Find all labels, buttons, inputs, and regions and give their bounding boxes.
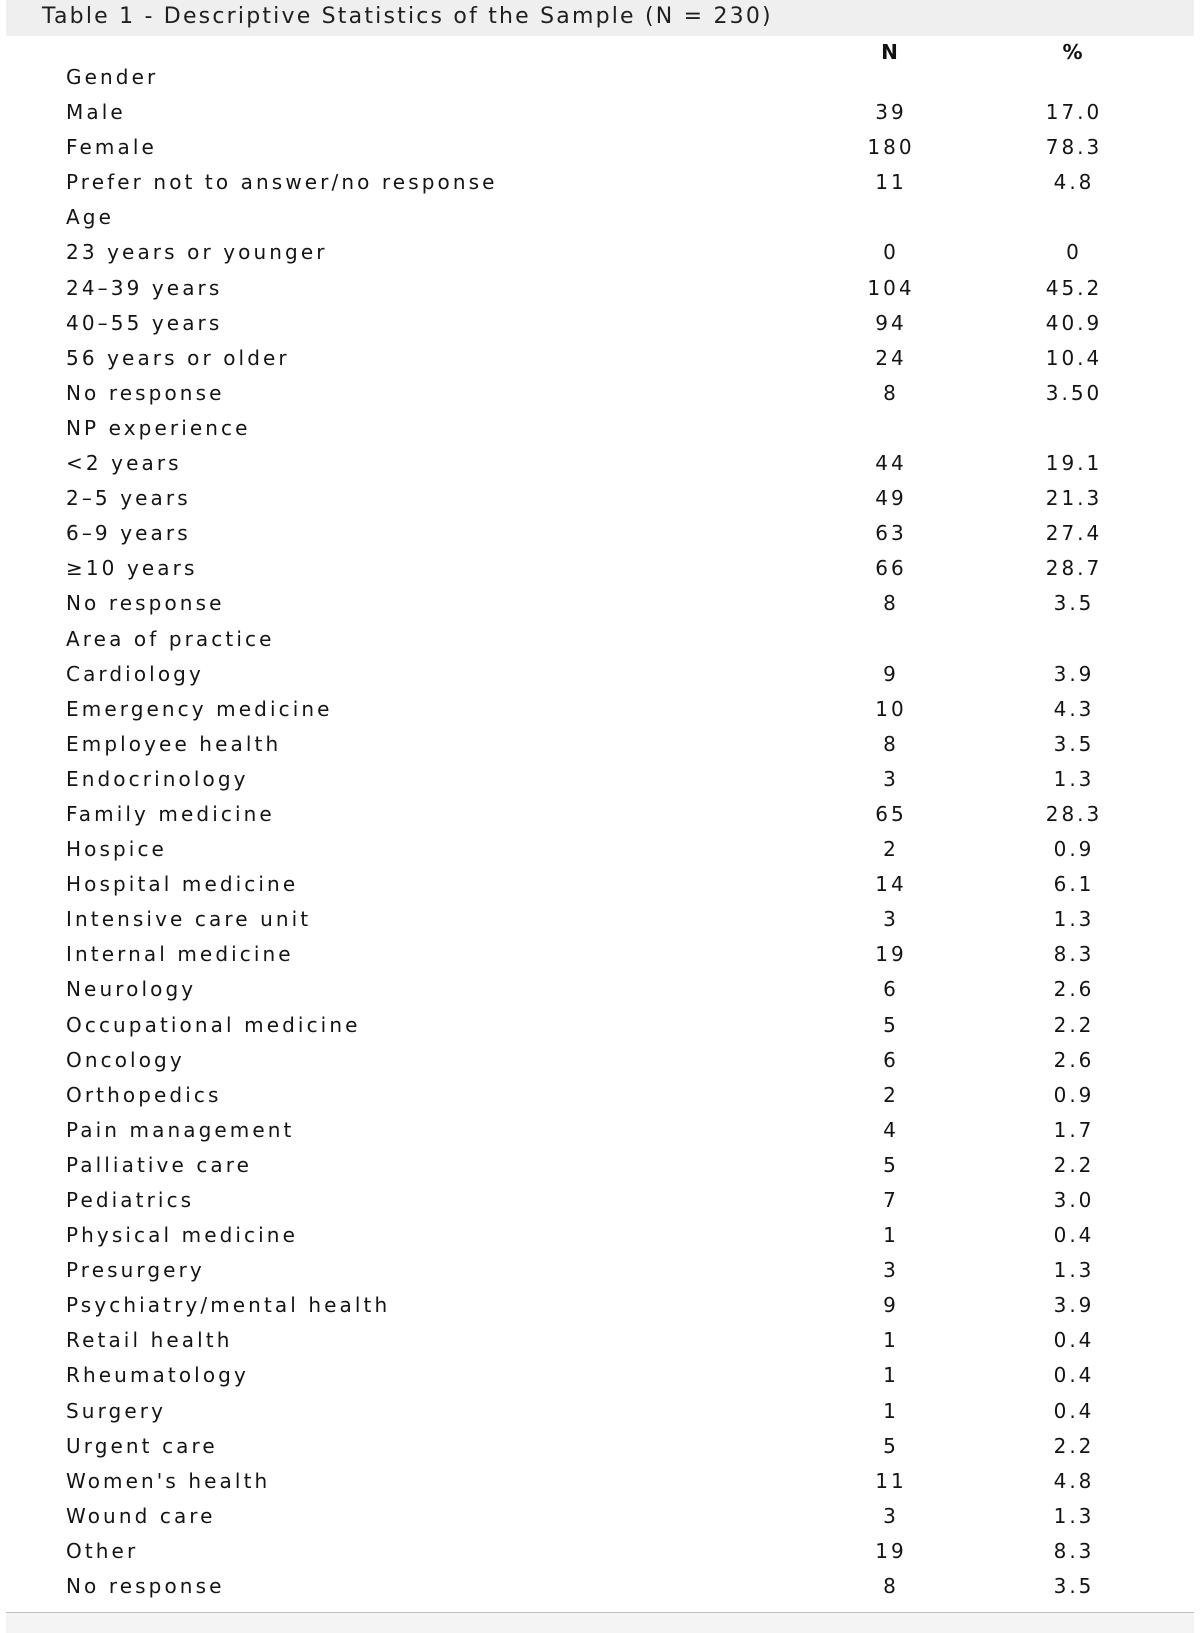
row-n-value: 9: [883, 661, 899, 686]
table-row: [0, 201, 1200, 236]
row-label: No response: [66, 591, 225, 616]
table-row: [0, 1324, 1200, 1359]
table-body: [0, 61, 1200, 1605]
row-label: NP experience: [66, 415, 251, 440]
row-label: Urgent care: [66, 1433, 218, 1458]
row-label: 40–55 years: [66, 310, 223, 335]
row-percent-value: 3.50: [1045, 380, 1103, 405]
table-row: [0, 377, 1200, 412]
row-percent-value: 8.3: [1053, 1538, 1095, 1563]
row-n-value: 11: [875, 1468, 907, 1493]
row-percent-value: 2.6: [1053, 977, 1095, 1002]
caption-bar: [6, 0, 1194, 36]
row-label: Neurology: [66, 977, 197, 1002]
row-n-value: 5: [883, 1012, 899, 1037]
table-row: [0, 552, 1200, 587]
table-row: [0, 517, 1200, 552]
row-percent-value: 0.4: [1053, 1398, 1095, 1423]
row-label: No response: [66, 1574, 225, 1599]
row-label: Other: [66, 1538, 139, 1563]
row-n-value: 6: [883, 977, 899, 1002]
row-percent-value: 3.5: [1053, 731, 1095, 756]
row-n-value: 24: [875, 345, 907, 370]
table-row: [0, 412, 1200, 447]
row-label: Intensive care unit: [66, 907, 312, 932]
column-header-n: N: [881, 40, 899, 64]
row-n-value: 9: [883, 1293, 899, 1318]
table-row: [0, 447, 1200, 482]
row-n-value: 8: [883, 380, 899, 405]
row-label: Male: [66, 100, 126, 125]
row-percent-value: 0: [1066, 240, 1082, 265]
row-label: Hospital medicine: [66, 872, 299, 897]
table-row: [0, 1465, 1200, 1500]
row-n-value: 11: [875, 170, 907, 195]
row-n-value: 0: [883, 240, 899, 265]
table-row: [0, 1009, 1200, 1044]
table-row: [0, 1184, 1200, 1219]
row-label: Emergency medicine: [66, 696, 333, 721]
row-percent-value: 28.7: [1045, 556, 1103, 581]
row-n-value: 3: [883, 1258, 899, 1283]
table-row: [0, 1359, 1200, 1394]
row-label: Presurgery: [66, 1258, 205, 1283]
table-row: [0, 1535, 1200, 1570]
table-row: [0, 61, 1200, 96]
table-row: [0, 833, 1200, 868]
row-percent-value: 8.3: [1053, 942, 1095, 967]
row-percent-value: 3.0: [1053, 1188, 1095, 1212]
table-row: [0, 658, 1200, 693]
row-n-value: 19: [875, 1538, 907, 1563]
row-n-value: 1: [883, 1328, 899, 1353]
row-n-value: 3: [883, 907, 899, 932]
row-n-value: 10: [875, 696, 907, 721]
row-label: No response: [66, 380, 225, 405]
table-row: [0, 693, 1200, 728]
table-row: [0, 623, 1200, 658]
row-percent-value: 1.3: [1053, 766, 1095, 791]
row-label: Age: [66, 205, 114, 230]
table-row: [0, 903, 1200, 938]
row-percent-value: 45.2: [1045, 275, 1103, 300]
row-label: Prefer not to answer/no response: [66, 170, 498, 195]
row-percent-value: 2.2: [1053, 1433, 1095, 1458]
table-row: [0, 938, 1200, 973]
row-label: Occupational medicine: [66, 1012, 361, 1037]
row-label: Oncology: [66, 1047, 185, 1072]
row-label: Female: [66, 135, 157, 160]
row-n-value: 8: [883, 1574, 899, 1599]
row-label: Internal medicine: [66, 942, 294, 967]
row-n-value: 3: [883, 1503, 899, 1528]
row-label: Gender: [66, 65, 159, 89]
table-row: [0, 763, 1200, 798]
row-percent-value: 0.4: [1053, 1223, 1095, 1248]
row-percent-value: 0.9: [1053, 1082, 1095, 1107]
row-label: Retail health: [66, 1328, 233, 1353]
row-n-value: 180: [867, 135, 915, 160]
row-label: Pediatrics: [66, 1188, 195, 1212]
table-row: [0, 1570, 1200, 1605]
row-percent-value: 78.3: [1045, 135, 1103, 160]
row-percent-value: 0.4: [1053, 1328, 1095, 1353]
row-label: Orthopedics: [66, 1082, 222, 1107]
row-label: Endocrinology: [66, 766, 249, 791]
table-row: [0, 96, 1200, 131]
table-bottom-divider: [6, 1612, 1194, 1633]
row-label: Cardiology: [66, 661, 204, 686]
table-row: [0, 1254, 1200, 1289]
row-label: Rheumatology: [66, 1363, 249, 1388]
row-n-value: 4: [883, 1117, 899, 1142]
table-row: [0, 728, 1200, 763]
table-row: [0, 166, 1200, 201]
row-label: Surgery: [66, 1398, 167, 1423]
row-n-value: 5: [883, 1433, 899, 1458]
row-percent-value: 27.4: [1045, 521, 1103, 546]
row-label: <2 years: [66, 451, 182, 476]
table-row: [0, 587, 1200, 622]
row-percent-value: 40.9: [1045, 310, 1103, 335]
row-label: Physical medicine: [66, 1223, 298, 1248]
table-row: [0, 1430, 1200, 1465]
row-label: 2–5 years: [66, 486, 191, 511]
row-percent-value: 1.3: [1053, 1503, 1095, 1528]
row-n-value: 44: [875, 451, 907, 476]
row-n-value: 2: [883, 1082, 899, 1107]
row-label: 56 years or older: [66, 345, 290, 370]
row-percent-value: 3.5: [1053, 1574, 1095, 1599]
row-percent-value: 2.2: [1053, 1012, 1095, 1037]
table-row: [0, 131, 1200, 166]
table-row: [0, 307, 1200, 342]
table-row: [0, 1219, 1200, 1254]
row-percent-value: 28.3: [1045, 801, 1103, 826]
row-n-value: 1: [883, 1363, 899, 1388]
row-n-value: 104: [867, 275, 915, 300]
row-percent-value: 2.6: [1053, 1047, 1095, 1072]
column-header-percent: %: [1062, 40, 1084, 64]
row-n-value: 14: [875, 872, 907, 897]
row-percent-value: 0.4: [1053, 1363, 1095, 1388]
table-row: [0, 973, 1200, 1008]
row-percent-value: 1.7: [1053, 1117, 1095, 1142]
table-row: [0, 1044, 1200, 1079]
row-n-value: 94: [875, 310, 907, 335]
row-label: Area of practice: [66, 626, 275, 651]
table-row: [0, 1289, 1200, 1324]
table-row: [0, 1500, 1200, 1535]
row-percent-value: 10.4: [1045, 345, 1103, 370]
table-caption: Table 1 - Descriptive Statistics of the Sample (N = 230): [42, 4, 773, 29]
table-row: [0, 272, 1200, 307]
row-percent-value: 1.3: [1053, 907, 1095, 932]
row-label: Psychiatry/mental health: [66, 1293, 391, 1318]
row-percent-value: 4.3: [1053, 696, 1095, 721]
row-n-value: 39: [875, 100, 907, 125]
row-percent-value: 2.2: [1053, 1152, 1095, 1177]
row-percent-value: 4.8: [1053, 1468, 1095, 1493]
row-percent-value: 21.3: [1045, 486, 1103, 511]
table-row: [0, 236, 1200, 271]
table-row: [0, 1079, 1200, 1114]
row-n-value: 8: [883, 591, 899, 616]
row-percent-value: 0.9: [1053, 837, 1095, 862]
row-n-value: 1: [883, 1398, 899, 1423]
row-n-value: 63: [875, 521, 907, 546]
row-percent-value: 4.8: [1053, 170, 1095, 195]
row-n-value: 3: [883, 766, 899, 791]
table-row: [0, 482, 1200, 517]
row-label: 6–9 years: [66, 521, 191, 546]
row-percent-value: 19.1: [1045, 451, 1103, 476]
row-label: Palliative care: [66, 1152, 253, 1177]
row-label: Wound care: [66, 1503, 216, 1528]
row-label: Employee health: [66, 731, 282, 756]
row-percent-value: 3.9: [1053, 1293, 1095, 1318]
table-row: [0, 1395, 1200, 1430]
row-percent-value: 3.5: [1053, 591, 1095, 616]
row-percent-value: 1.3: [1053, 1258, 1095, 1283]
table-row: [0, 798, 1200, 833]
row-label: ≥10 years: [66, 556, 198, 581]
row-n-value: 5: [883, 1152, 899, 1177]
row-n-value: 6: [883, 1047, 899, 1072]
row-n-value: 66: [875, 556, 907, 581]
row-n-value: 8: [883, 731, 899, 756]
row-label: Hospice: [66, 837, 167, 862]
table-row: [0, 1149, 1200, 1184]
table-row: [0, 868, 1200, 903]
row-label: 23 years or younger: [66, 240, 328, 265]
row-percent-value: 17.0: [1045, 100, 1103, 125]
row-label: Women's health: [66, 1468, 271, 1493]
row-n-value: 65: [875, 801, 907, 826]
row-n-value: 7: [883, 1188, 899, 1212]
row-label: Family medicine: [66, 801, 275, 826]
table-row: [0, 342, 1200, 377]
row-n-value: 1: [883, 1223, 899, 1248]
row-percent-value: 3.9: [1053, 661, 1095, 686]
row-label: Pain management: [66, 1117, 295, 1142]
row-percent-value: 6.1: [1053, 872, 1095, 897]
row-n-value: 2: [883, 837, 899, 862]
row-label: 24–39 years: [66, 275, 223, 300]
row-n-value: 19: [875, 942, 907, 967]
row-n-value: 49: [875, 486, 907, 511]
table-row: [0, 1114, 1200, 1149]
